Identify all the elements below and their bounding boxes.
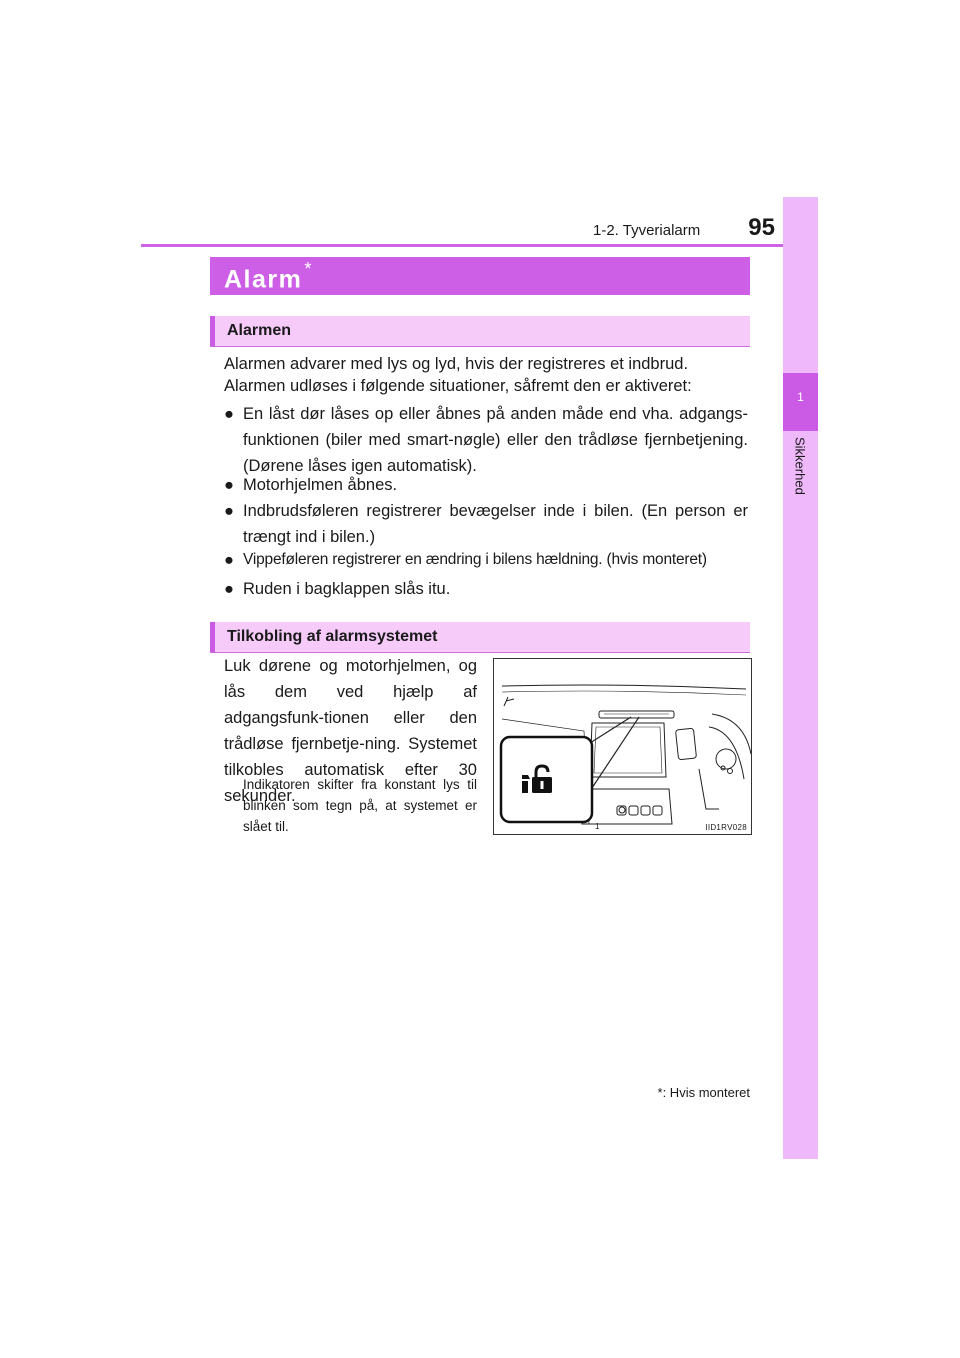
arming-note: Indikatoren skifter fra konstant lys til blinken som tegn på, at systemet er slået til. bbox=[243, 777, 477, 834]
list-item-text: Ruden i bagklappen slås itu. bbox=[243, 580, 451, 598]
intro-line-1: Alarmen advarer med lys og lyd, hvis der registreres et indbrud. bbox=[224, 355, 689, 373]
footnote-mark: * bbox=[657, 1085, 663, 1100]
bullet-dot: ● bbox=[224, 476, 234, 494]
footnote bbox=[610, 1085, 750, 1100]
dashboard-drawing bbox=[494, 659, 751, 834]
chapter-title: Sikkerhed bbox=[792, 437, 808, 495]
section-heading-text: Tilkobling af alarmsystemet bbox=[227, 628, 438, 645]
list-item bbox=[224, 401, 748, 481]
section-heading-arming bbox=[210, 622, 750, 653]
arming-text: Luk dørene og motorhjelmen, og lås dem ved hjælp af adgangsfunk-tionen eller den trådløse fjernbetje-ning. Systemet tilkobles automatisk efter 30 sekunder. bbox=[224, 657, 477, 805]
list-item bbox=[224, 498, 748, 550]
list-item-text: Vippeføleren registrerer en ændring i bilens hældning. (hvis monteret) bbox=[243, 551, 707, 568]
page-title-bar bbox=[210, 257, 750, 295]
page-title-text: Alarm bbox=[224, 265, 303, 294]
header-rule bbox=[141, 244, 818, 247]
section-heading-text: Alarmen bbox=[227, 322, 292, 339]
section-accent bbox=[210, 622, 215, 652]
bullet-dot: ● bbox=[224, 502, 234, 520]
list-item bbox=[224, 547, 748, 573]
page-number: 95 bbox=[748, 214, 775, 241]
chapter-side-tab bbox=[783, 197, 818, 1159]
chapter-title-vertical bbox=[789, 437, 811, 517]
section-accent bbox=[210, 316, 215, 346]
page-title bbox=[224, 259, 313, 294]
running-header-section: 1-2. Tyverialarm bbox=[593, 222, 701, 239]
footnote-text: : Hvis monteret bbox=[662, 1085, 750, 1100]
list-item bbox=[224, 472, 748, 498]
intro-line-2: Alarmen udløses i følgende situationer, såfremt den er aktiveret: bbox=[224, 377, 692, 395]
chapter-number: 1 bbox=[797, 390, 804, 404]
section-heading-alarm bbox=[210, 316, 750, 347]
bullet-dot: ● bbox=[224, 405, 234, 423]
bullet-dot: ● bbox=[224, 580, 234, 598]
list-item-text: Indbrudsføleren registrerer bevægelser inde i bilen. (En person er trængt ind i bilen.) bbox=[243, 502, 748, 546]
list-item-text: En låst dør låses op eller åbnes på anden måde end vha. adgangs-funktionen (biler med smart-nøgle) eller den trådløse fjernbetjening. (Dørene låses igen automatisk). bbox=[243, 405, 748, 475]
illustration-id: IID1RV028 bbox=[705, 823, 747, 832]
list-item bbox=[224, 576, 748, 602]
bullet-dot: ● bbox=[224, 551, 234, 569]
asterisk-mark: * bbox=[304, 259, 313, 279]
list-item-text: Motorhjelmen åbnes. bbox=[243, 476, 398, 494]
dashboard-illustration bbox=[493, 658, 752, 835]
callout-marker: 1 bbox=[595, 822, 600, 831]
